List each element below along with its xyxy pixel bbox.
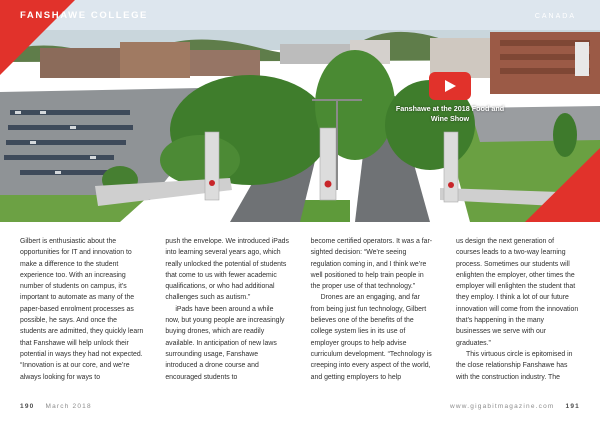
article-column-2 <box>165 236 289 383</box>
country-label: CANADA <box>534 13 576 20</box>
video-caption[interactable]: Fanshawe at the 2018 Food and Wine Show <box>395 104 505 123</box>
paragraph: push the envelope. We introduced iPads into learning several years ago, which really unlocked the potential of students that come to us with fewer academic qualifications, or who had additional challenges such as autism.” <box>165 238 289 302</box>
paragraph: Drones are an engaging, and far from being just fun technology, Gilbert believes one of the benefits of the college system lies in its use of employer groups to help advise curriculum development. “Technology is creeping into every aspect of the world, and getting employers to help <box>310 294 432 381</box>
page-number-left: 190 <box>20 403 35 410</box>
magazine-url[interactable]: www.gigabitmagazine.com <box>449 403 555 410</box>
play-icon <box>445 80 456 92</box>
footer-right <box>450 403 580 410</box>
page-number-right: 191 <box>565 403 580 410</box>
issue-date: March 2018 <box>45 403 92 410</box>
paragraph: iPads have been around a while now, but young people are increasingly buying drones, which are readily available. In anticipation of new laws surrounding usage, Fanshawe introduced a drone course and encouraged students to <box>165 305 285 381</box>
article-column-1 <box>20 236 144 383</box>
paragraph: become certified operators. It was a far-sighted decision: “We’re seeing regulation coming in, and I think we’re well positioned to help train people in the proper use of that technology.” <box>310 238 433 291</box>
video-play-button[interactable] <box>429 72 471 100</box>
footer-left <box>20 403 92 410</box>
article-column-4 <box>456 236 580 383</box>
paragraph: Gilbert is enthusiastic about the opportunities for IT and innovation to make a difference to the student experience too. With an increasing number of students on campus, it’s important to automate as many of the paper-based enrolment processes as possible, he says. And once the students are admitted, they quickly learn that Fanshawe will help unlock their potential in ways they had not expected. “Innovation is at our core, and we’re always looking for ways to <box>20 238 144 381</box>
article-column-3 <box>311 236 435 383</box>
article-body <box>20 236 580 383</box>
paragraph: us design the next generation of courses leads to a two-way learning process. Sometimes our students will enlighten the employer, other times the employer will enlighten the student that they employ. I think a lot of our future innovation will come from the innovation that’s happening in the many businesses we serve with our graduates.” <box>455 238 579 347</box>
college-brand: FANSHAWE COLLEGE <box>20 10 148 21</box>
paragraph: This virtuous circle is epitomised in the close relationship Fanshawe has with the construction industry. The <box>455 350 573 381</box>
